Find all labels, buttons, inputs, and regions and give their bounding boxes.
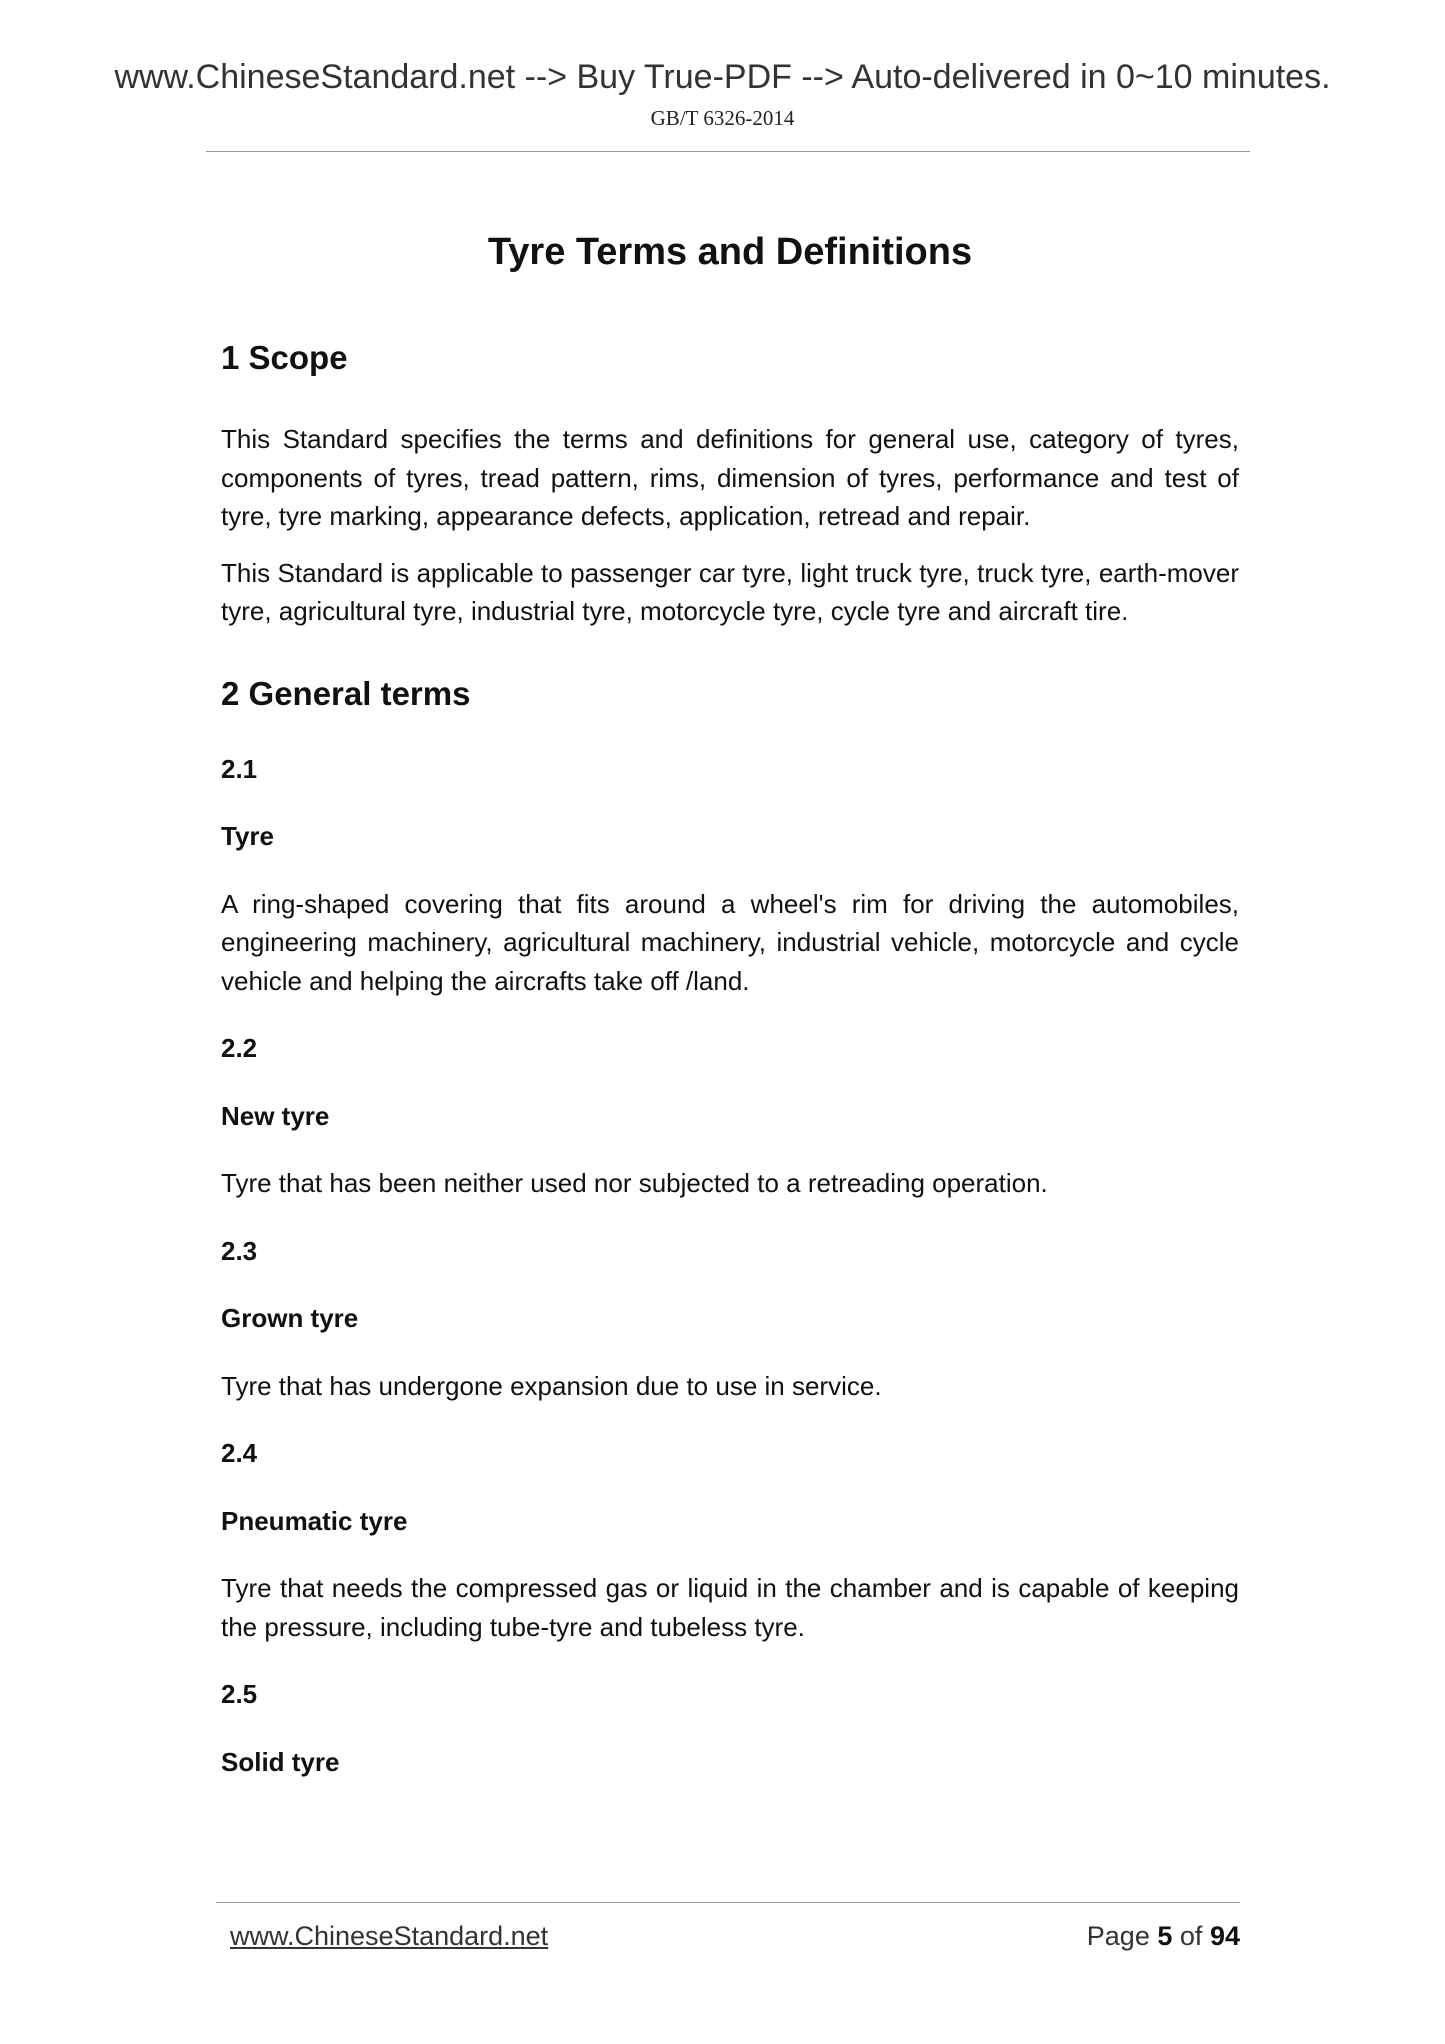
term-entry (221, 1232, 1239, 1406)
term-definition: A ring-shaped covering that fits around a wheel's rim for driving the automobiles, engineering machinery, agricultural machinery, industrial vehicle, motorcycle and cycle vehicle and helping the aircrafts take off /land. (221, 888, 1239, 996)
term-definition: Tyre that has undergone expansion due to use in service. (221, 1370, 882, 1401)
term-name: Tyre (221, 821, 274, 851)
term-name: Pneumatic tyre (221, 1505, 408, 1536)
term-entry (221, 1434, 1239, 1646)
scope-paragraph: This Standard specifies the terms and definitions for general use, category of tyres, components of tyres, tread pattern, rims, dimension of tyres, performance and test of tyre, tyre marking, appearance defects, application, retread and repair. (221, 424, 1239, 531)
page-prefix: Page (1086, 1921, 1150, 1951)
footer-site-link[interactable]: www.ChineseStandard.net (230, 1921, 549, 1951)
section-heading-scope: 1 Scope (221, 339, 348, 376)
term-name: Solid tyre (221, 1746, 340, 1777)
term-number: 2.4 (221, 1438, 258, 1468)
term-number: 2.3 (221, 1235, 258, 1266)
term-entry (221, 1029, 1239, 1203)
page-of: of (1179, 1921, 1203, 1951)
term-definition: Tyre that needs the compressed gas or liquid in the chamber and is capable of keeping the pressure, including tube-tyre and tubeless tyre. (221, 1573, 1239, 1642)
page-indicator (1087, 1921, 1240, 1952)
term-number: 2.5 (221, 1679, 258, 1709)
page-current: 5 (1157, 1921, 1173, 1951)
document-body (221, 222, 1239, 1781)
term-entry (221, 750, 1239, 1001)
document-title: Tyre Terms and Definitions (487, 231, 973, 273)
page-total: 94 (1209, 1921, 1240, 1951)
term-number: 2.1 (221, 753, 258, 784)
footer-divider (216, 1902, 1240, 1903)
term-name: New tyre (221, 1100, 330, 1131)
section-heading-general-terms: 2 General terms (221, 674, 471, 712)
standard-code: GB/T 6326-2014 (650, 106, 795, 130)
header-divider (206, 151, 1250, 152)
term-number: 2.2 (221, 1033, 258, 1063)
term-name: Grown tyre (221, 1303, 359, 1333)
term-entry (221, 1675, 1239, 1781)
top-banner: www.ChineseStandard.net --> Buy True-PDF --> Auto-delivered in 0~10 minutes. (114, 58, 1331, 96)
term-definition: Tyre that has been neither used nor subjected to a retreading operation. (221, 1168, 1048, 1198)
scope-paragraph: This Standard is applicable to passenger car tyre, light truck tyre, truck tyre, earth-mover tyre, agricultural tyre, industrial tyre, motorcycle tyre, cycle tyre and aircraft tire. (221, 557, 1239, 626)
